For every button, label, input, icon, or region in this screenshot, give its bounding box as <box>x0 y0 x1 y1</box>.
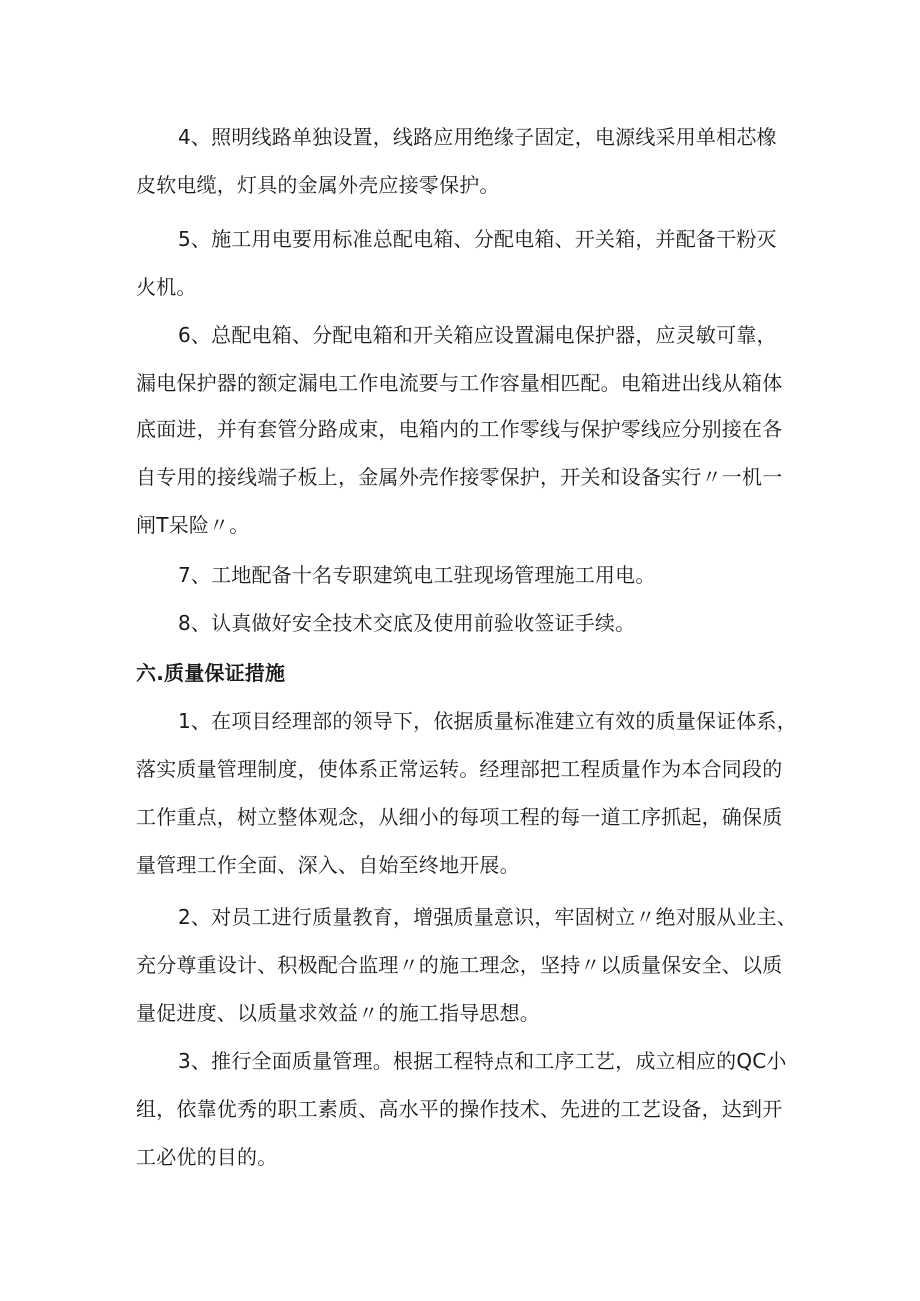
section-heading-quality: 六.质量保证措施 <box>136 661 286 685</box>
item-4-line-1: 4、照明线路单独设置，线路应用绝缘子固定，电源线采用单相芯橡 <box>178 125 777 149</box>
item-4-line-2: 皮软电缆，灯具的金属外壳应接零保护。 <box>136 173 500 197</box>
quality-item-1-line-1: 1、在项目经理部的领导下，依据质量标准建立有效的质量保证体系， <box>178 709 797 733</box>
quality-item-3-line-3: 工必优的目的。 <box>136 1145 278 1169</box>
quality-item-1-line-3: 工作重点，树立整体观念，从细小的每项工程的每一道工序抓起，确保质 <box>136 805 783 829</box>
item-6-line-3: 底面进，并有套管分路成束，电箱内的工作零线与保护零线应分别接在各 <box>136 417 783 441</box>
item-8-line-1: 8、认真做好安全技术交底及使用前验收签证手续。 <box>178 611 636 635</box>
quality-item-2-line-3: 量促进度、以质量求效益〃的施工指导思想。 <box>136 1001 540 1025</box>
quality-item-3-line-2: 组，依靠优秀的职工素质、高水平的操作技术、先进的工艺设备，达到开 <box>136 1097 783 1121</box>
item-6-line-5: 闸T呆险〃。 <box>136 513 250 537</box>
quality-item-2-line-2: 充分尊重设计、积极配合监理〃的施工理念，坚持〃以质量保安全、以质 <box>136 953 783 977</box>
quality-item-2-line-1: 2、对员工进行质量教育，增强质量意识，牢固树立〃绝对服从业主、 <box>178 905 797 929</box>
quality-item-1-line-2: 落实质量管理制度，使体系正常运转。经理部把工程质量作为本合同段的 <box>136 757 783 781</box>
item-6-line-2: 漏电保护器的额定漏电工作电流要与工作容量相匹配。电箱进出线从箱体 <box>136 371 783 395</box>
item-6-line-4: 自专用的接线端子板上，金属外壳作接零保护，开关和设备实行〃一机一 <box>136 465 783 489</box>
item-6-line-1: 6、总配电箱、分配电箱和开关箱应设置漏电保护器，应灵敏可靠， <box>178 323 777 347</box>
item-5-line-1: 5、施工用电要用标准总配电箱、分配电箱、开关箱，并配备干粉灭 <box>178 227 777 251</box>
item-5-line-2: 火机。 <box>136 275 197 299</box>
quality-item-3-line-1: 3、推行全面质量管理。根据工程特点和工序工艺，成立相应的QC小 <box>178 1049 787 1073</box>
item-7-line-1: 7、工地配备十名专职建筑电工驻现场管理施工用电。 <box>178 563 656 587</box>
quality-item-1-line-4: 量管理工作全面、深入、自始至终地开展。 <box>136 853 520 877</box>
